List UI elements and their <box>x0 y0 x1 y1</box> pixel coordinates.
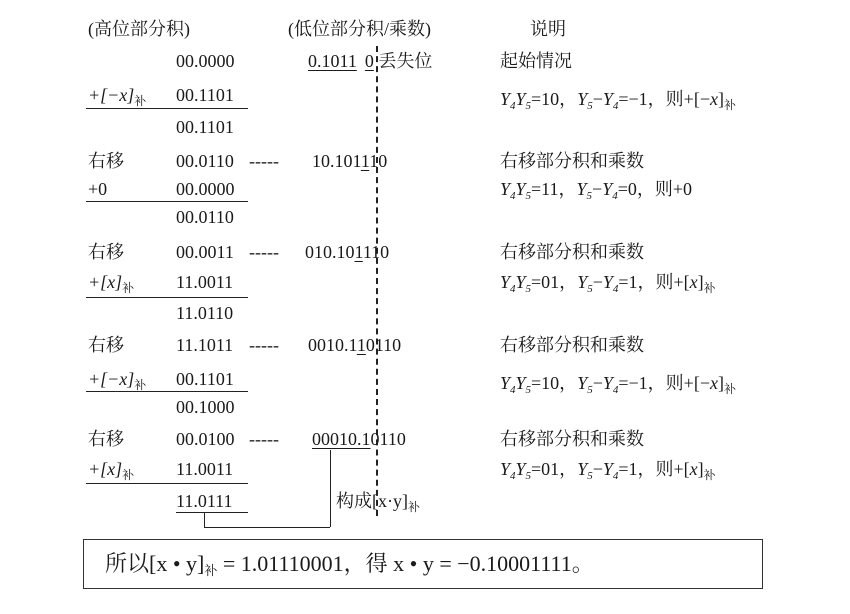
op-shift-3: 右移 <box>88 335 124 355</box>
high-shift-4: 00.0100 <box>176 429 235 449</box>
low-shift-1: 10.101110 <box>312 151 388 171</box>
form-label: 构成$[x\cdot y]_补$ <box>336 491 420 514</box>
high-sum-3: 11.0110 <box>176 303 234 323</box>
high-shift-2: 00.0011 <box>176 242 234 262</box>
op-add-x-2: $+[x]_补$ <box>88 459 135 482</box>
high-val-1: 00.1101 <box>176 85 234 105</box>
result-box <box>83 539 763 589</box>
bracket-left <box>204 512 205 527</box>
note-shift-3: 右移部分积和乘数 <box>500 335 644 355</box>
high-val-4: 00.0000 <box>176 179 235 199</box>
sum-line-2 <box>86 201 248 202</box>
op-shift-4: 右移 <box>88 429 124 449</box>
low-shift-2: 010.101110 <box>305 242 390 262</box>
note-shift-4: 右移部分积和乘数 <box>500 429 644 449</box>
note-start: 起始情况 <box>500 51 572 71</box>
high-val-10: 00.1101 <box>176 369 234 389</box>
sum-line-5 <box>86 483 248 484</box>
op-shift-1: 右移 <box>88 151 124 171</box>
result-text: 所以[x • $y]_补 = 1.01110001$，得 x • y = −0.10001111。 <box>105 551 594 578</box>
note-4: $Y_4Y_5=11$，$Y_5-Y_4=0$，则+0 <box>500 179 693 202</box>
sum-line-4 <box>86 391 248 392</box>
low-shift-3: 0010.110110 <box>308 335 402 355</box>
low-start <box>308 50 432 72</box>
note-1: $Y_4Y_5=10$，$Y_5-Y_4=-1$，则$+[-x]_补$ <box>500 89 736 112</box>
dash-connector-3: ----- <box>249 335 279 355</box>
low-start-a: 0.1011 <box>308 51 357 71</box>
low-start-b: 0 <box>364 51 374 71</box>
low-shift-4: 00010.10110 <box>312 429 406 449</box>
bracket-bottom <box>204 527 330 528</box>
dash-connector-1: ----- <box>249 151 279 171</box>
high-sum-4: 00.1000 <box>176 397 235 417</box>
note-shift-1: 右移部分积和乘数 <box>500 151 644 171</box>
high-sum-2: 00.0110 <box>176 207 234 227</box>
op-add-x-1: $+[x]_补$ <box>88 272 135 295</box>
note-13: $Y_4Y_5=01$，$Y_5-Y_4=1$，则$+[x]_补$ <box>500 459 716 482</box>
note-10: $Y_4Y_5=10$，$Y_5-Y_4=-1$，则$+[-x]_补$ <box>500 373 736 396</box>
op-add-zero: +0 <box>88 179 108 199</box>
op-shift-2: 右移 <box>88 242 124 262</box>
sum-line-1 <box>86 108 248 109</box>
final-underline <box>176 512 248 513</box>
high-shift-1: 00.0110 <box>176 151 234 171</box>
header-low-partial: (低位部分积/乘数) <box>288 19 431 39</box>
op-add-neg-x-2: $+[-x]_补$ <box>88 369 147 392</box>
high-sum-1: 00.1101 <box>176 117 234 137</box>
header-high-partial: (高位部分积) <box>88 19 190 39</box>
high-val-7: 11.0011 <box>176 272 234 292</box>
high-start: 00.0000 <box>176 51 235 71</box>
high-final: 11.0111 <box>176 491 233 511</box>
note-shift-2: 右移部分积和乘数 <box>500 242 644 262</box>
dash-connector-2: ----- <box>249 242 279 262</box>
sum-line-3 <box>86 297 248 298</box>
header-note: 说明 <box>530 19 566 39</box>
op-add-neg-x-1: $+[-x]_补$ <box>88 85 147 108</box>
lost-bit-label: 丢失位 <box>378 51 433 71</box>
bracket-right <box>330 450 331 527</box>
high-val-13: 11.0011 <box>176 459 234 479</box>
dash-connector-4: ----- <box>249 429 279 449</box>
high-shift-3: 11.1011 <box>176 335 234 355</box>
note-7: $Y_4Y_5=01$，$Y_5-Y_4=1$，则$+[x]_补$ <box>500 272 716 295</box>
